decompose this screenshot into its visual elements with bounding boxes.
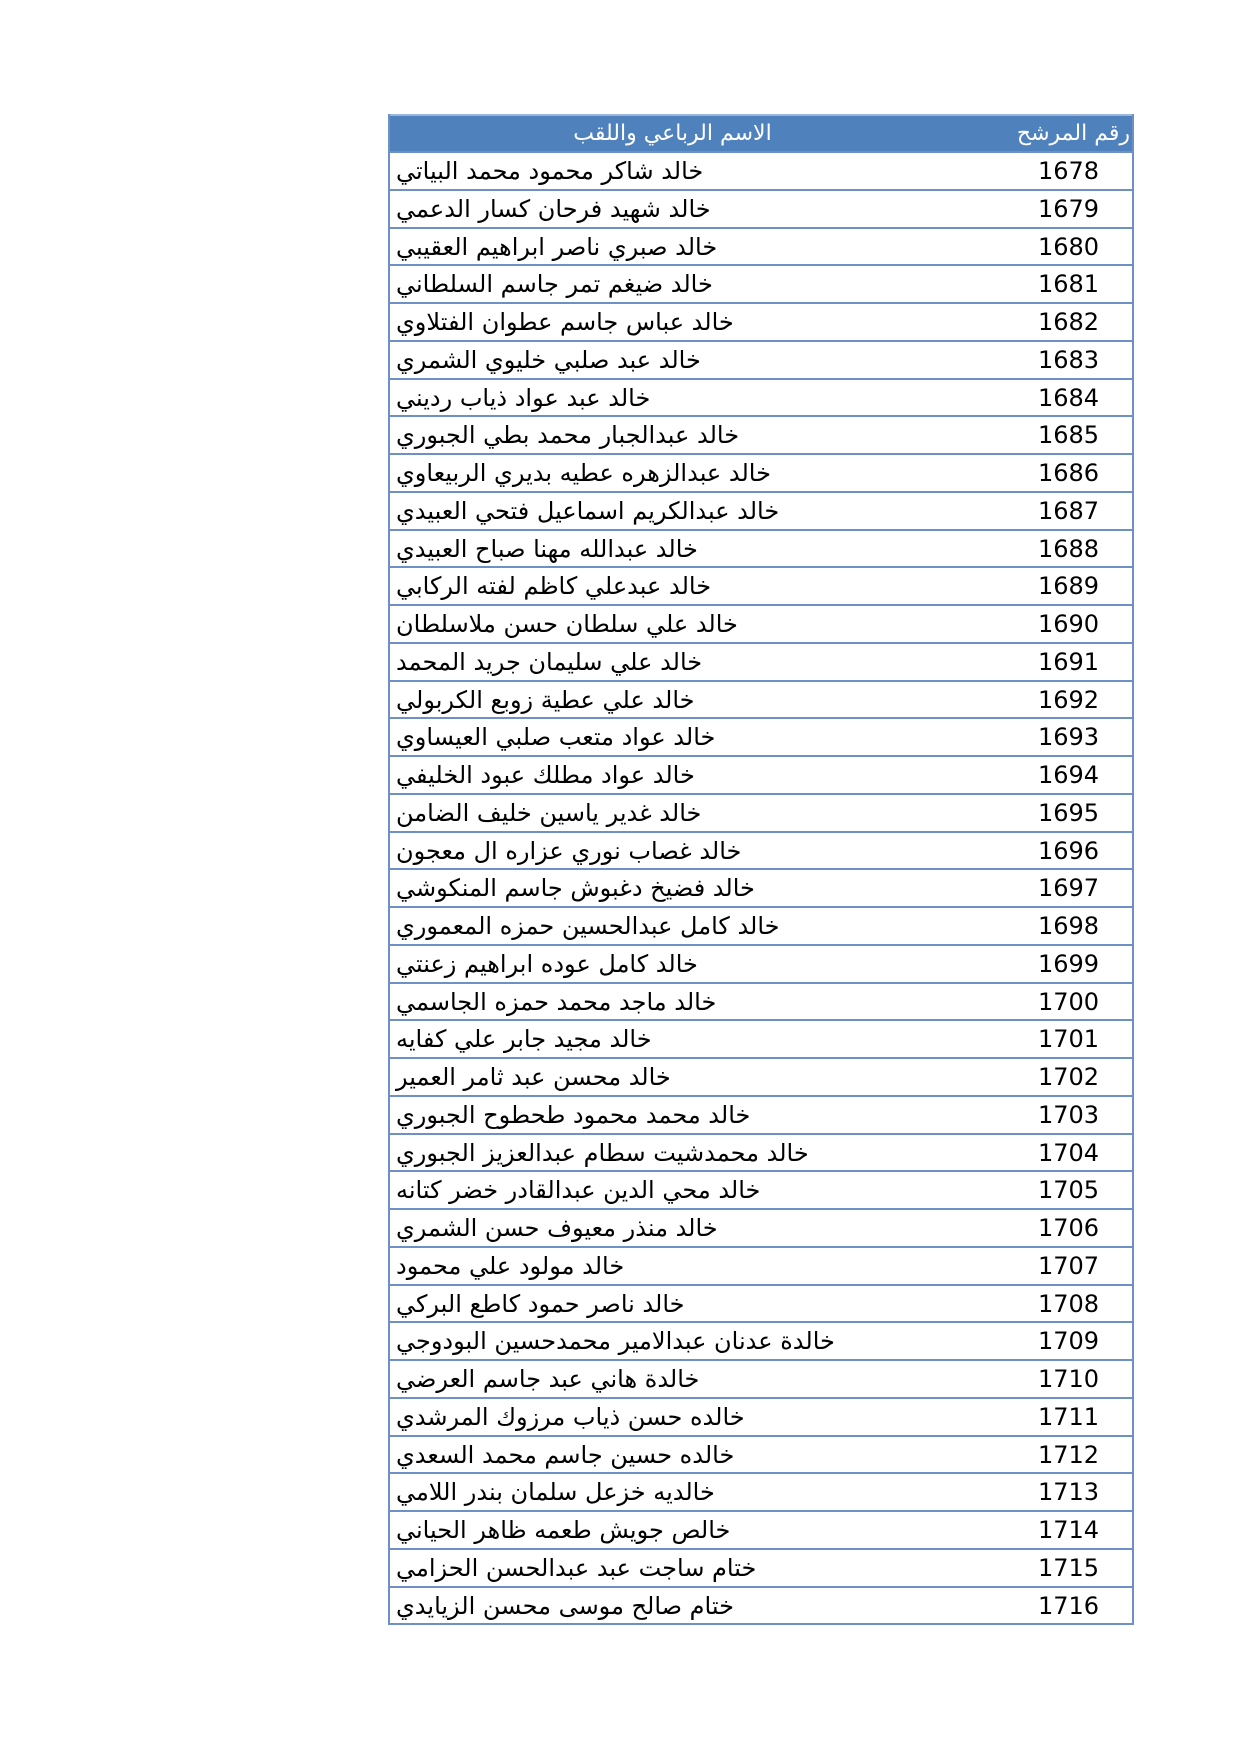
table-row: [390, 1586, 1132, 1624]
candidate-number: 1696: [1037, 836, 1100, 865]
candidate-name: خالد عبدالله مهنا صباح العبيدي: [396, 534, 698, 563]
table-row: [390, 1133, 1132, 1171]
candidate-name: خالد كامل عبدالحسين حمزه المعموري: [396, 912, 780, 940]
table-row: [390, 1321, 1132, 1359]
table-row: [390, 1284, 1132, 1322]
table-row: [390, 982, 1132, 1020]
candidate-name: خالد عواد متعب صلبي العيساوي: [396, 723, 716, 752]
candidate-number: 1683: [1037, 345, 1100, 374]
candidate-number: 1690: [1037, 610, 1100, 638]
candidate-number: 1705: [1037, 1176, 1100, 1205]
table-row: [390, 1246, 1132, 1284]
candidate-name: خالد علي سليمان جريد المحمد: [396, 647, 703, 676]
candidate-number: 1695: [1037, 798, 1100, 827]
candidate-name: خالد شاكر محمود محمد البياتي: [396, 157, 704, 185]
candidate-name: خالديه خزعل سلمان بندر اللامي: [396, 1478, 715, 1507]
candidate-number: 1707: [1037, 1251, 1100, 1280]
candidate-number: 1702: [1037, 1063, 1100, 1091]
table-row: [390, 1057, 1132, 1095]
candidate-name: خالد عبد صلبي خليوي الشمري: [396, 345, 701, 374]
table-row: [390, 868, 1132, 906]
table-row: [390, 717, 1132, 755]
candidate-number: 1701: [1037, 1025, 1100, 1054]
candidate-number: 1694: [1037, 761, 1100, 789]
candidate-number: 1689: [1037, 572, 1100, 601]
table-row: [390, 491, 1132, 529]
table-row: [390, 1435, 1132, 1473]
candidate-name: خالد فضيخ دغبوش جاسم المنكوشي: [396, 874, 755, 903]
candidate-name: خالد محمدشيت سطام عبدالعزيز الجبوري: [396, 1138, 809, 1167]
table-header: [390, 114, 1132, 151]
candidate-name: خالد صبري ناصر ابراهيم العقيبي: [396, 232, 718, 261]
candidate-name: ختام صالح موسى محسن الزيايدي: [396, 1591, 734, 1620]
table-row: [390, 151, 1132, 189]
table-row: [390, 566, 1132, 604]
candidate-name: خالد ضيغم تمر جاسم السلطاني: [396, 270, 713, 299]
candidate-number: 1711: [1037, 1402, 1100, 1431]
table-row: [390, 340, 1132, 378]
candidate-name: خالد محي الدين عبدالقادر خضر كتانه: [396, 1176, 761, 1205]
candidate-number: 1714: [1037, 1516, 1100, 1544]
table-row: [390, 680, 1132, 718]
table-row: [390, 415, 1132, 453]
candidate-number: 1692: [1037, 685, 1100, 714]
candidate-name: خالدة هاني عبد جاسم العرضي: [396, 1365, 700, 1393]
candidate-number: 1710: [1037, 1365, 1100, 1393]
candidate-name: خالد مولود علي محمود: [396, 1251, 625, 1280]
table-row: [390, 831, 1132, 869]
candidate-name: خالد محمد محمود طحطوح الجبوري: [396, 1100, 751, 1129]
candidate-name: خالدة عدنان عبدالامير محمدحسين البودوجي: [396, 1327, 835, 1356]
candidate-number: 1709: [1037, 1327, 1100, 1356]
candidate-number: 1687: [1037, 496, 1100, 525]
table-row: [390, 189, 1132, 227]
candidate-name: خالده حسن ذياب مرزوك المرشدي: [396, 1402, 745, 1431]
table-row: [390, 604, 1132, 642]
candidate-number: 1685: [1037, 421, 1100, 450]
candidate-number: 1681: [1037, 270, 1100, 299]
candidate-name: ختام ساجت عبد عبدالحسن الحزامي: [396, 1553, 757, 1582]
table-row: [390, 906, 1132, 944]
candidate-name: خالد مجيد جابر علي كفايه: [396, 1025, 652, 1054]
table-row: [390, 1510, 1132, 1548]
candidate-number: 1691: [1037, 647, 1100, 676]
candidate-number: 1678: [1037, 157, 1100, 185]
candidate-name: خالد غدير ياسين خليف الضامن: [396, 798, 702, 827]
table-row: [390, 302, 1132, 340]
candidate-name: خالد عبدالجبار محمد بطي الجبوري: [396, 421, 740, 450]
candidate-number: 1680: [1037, 232, 1100, 261]
table-row: [390, 529, 1132, 567]
table-row: [390, 1019, 1132, 1057]
candidate-name: خالد عباس جاسم عطوان الفتلاوي: [396, 308, 734, 336]
table-body: [390, 151, 1132, 1623]
candidate-name: خالد منذر معيوف حسن الشمري: [396, 1214, 718, 1242]
candidate-name: خالد عبدالزهره عطيه بديري الربيعاوي: [396, 459, 771, 487]
candidate-number: 1699: [1037, 949, 1100, 978]
candidate-number: 1716: [1037, 1591, 1100, 1620]
candidates-table: [388, 114, 1134, 1625]
candidate-number: 1682: [1037, 308, 1100, 336]
table-row: [390, 264, 1132, 302]
candidate-number: 1712: [1037, 1440, 1100, 1469]
candidate-name: خالده حسين جاسم محمد السعدي: [396, 1440, 735, 1469]
candidate-number: 1703: [1037, 1100, 1100, 1129]
table-row: [390, 453, 1132, 491]
candidate-number: 1708: [1037, 1289, 1100, 1318]
table-row: [390, 1359, 1132, 1397]
candidate-number: 1697: [1037, 874, 1100, 903]
candidate-name: خالد محسن عبد ثامر العمير: [396, 1063, 671, 1091]
table-row: [390, 1472, 1132, 1510]
table-row: [390, 1397, 1132, 1435]
table-row: [390, 1208, 1132, 1246]
candidate-number: 1684: [1037, 383, 1100, 412]
candidate-name: خالص جويش طعمه ظاهر الحياني: [396, 1516, 731, 1544]
candidate-name: خالد علي سلطان حسن ملاسلطان: [396, 610, 738, 638]
candidate-number: 1693: [1037, 723, 1100, 752]
candidate-name: خالد عبدعلي كاظم لفته الركابي: [396, 572, 712, 601]
candidate-name: خالد غصاب نوري عزاره ال معجون: [396, 836, 742, 865]
candidate-name: خالد كامل عوده ابراهيم زعنتي: [396, 949, 698, 978]
table-row: [390, 793, 1132, 831]
table-row: [390, 227, 1132, 265]
table-row: [390, 378, 1132, 416]
candidate-number: 1715: [1037, 1553, 1100, 1582]
header-name: الاسم الرباعي واللقب: [573, 121, 772, 146]
candidate-number: 1698: [1037, 912, 1100, 940]
table-row: [390, 1095, 1132, 1133]
table-row: [390, 755, 1132, 793]
table-row: [390, 1548, 1132, 1586]
candidate-number: 1700: [1037, 987, 1100, 1016]
candidate-name: خالد عواد مطلك عبود الخليفي: [396, 761, 695, 789]
table-row: [390, 642, 1132, 680]
candidate-number: 1688: [1037, 534, 1100, 563]
header-number: رقم المرشح: [1016, 121, 1130, 146]
candidate-number: 1704: [1037, 1138, 1100, 1167]
candidate-name: خالد علي عطية زوبع الكربولي: [396, 685, 695, 714]
candidate-number: 1686: [1037, 459, 1100, 487]
candidate-name: خالد ماجد محمد حمزه الجاسمي: [396, 987, 717, 1016]
table-row: [390, 944, 1132, 982]
table-row: [390, 1170, 1132, 1208]
candidate-name: خالد عبدالكريم اسماعيل فتحي العبيدي: [396, 496, 780, 525]
candidate-name: خالد عبد عواد ذياب رديني: [396, 383, 651, 412]
candidate-name: خالد شهيد فرحان كسار الدعمي: [396, 194, 711, 223]
candidate-name: خالد ناصر حمود كاطع البركي: [396, 1289, 685, 1318]
candidate-number: 1679: [1037, 194, 1100, 223]
candidate-number: 1713: [1037, 1478, 1100, 1507]
candidate-number: 1706: [1037, 1214, 1100, 1242]
